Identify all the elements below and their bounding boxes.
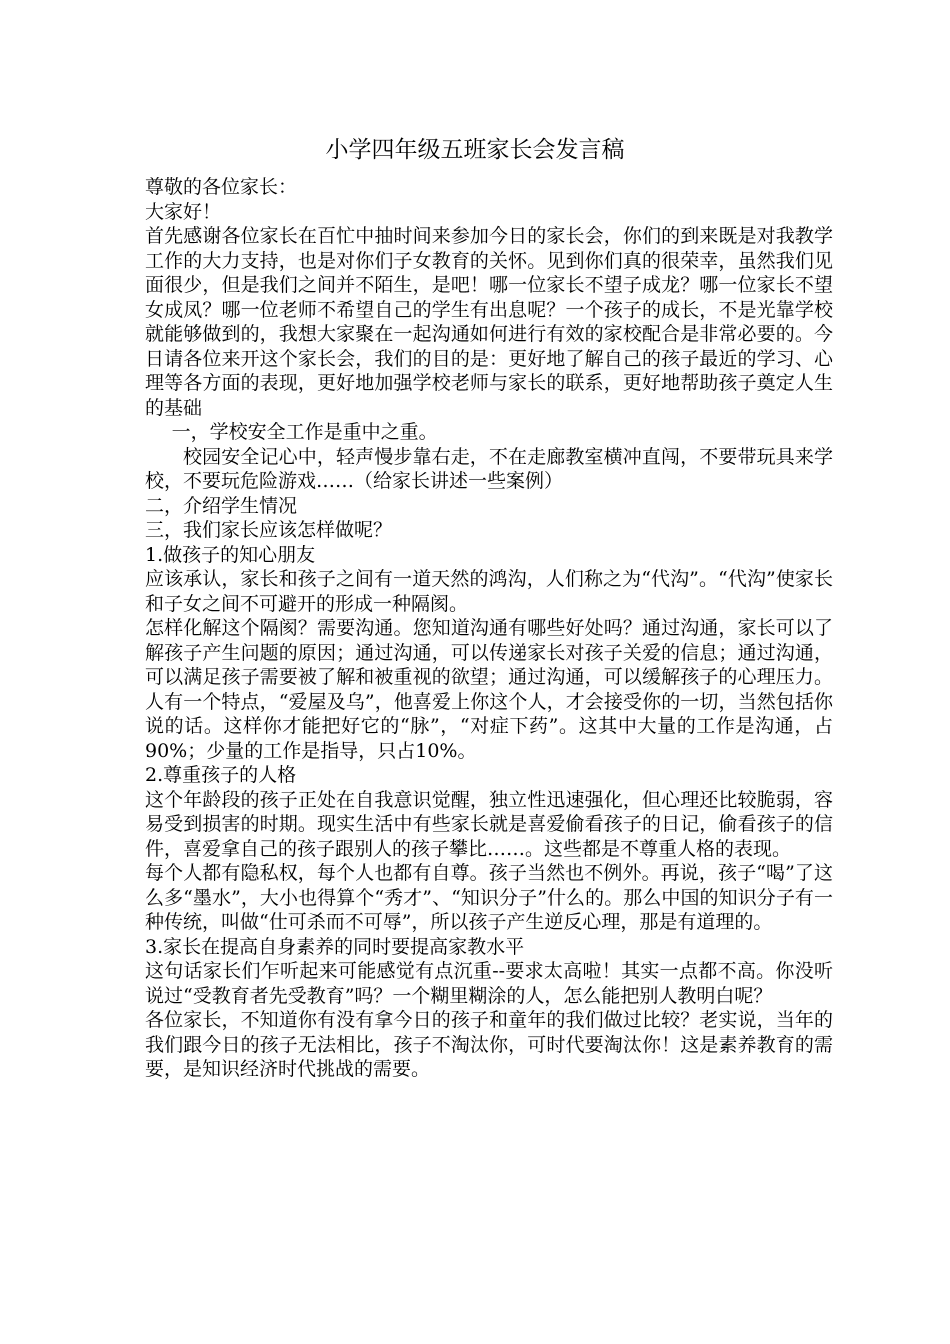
education-paragraph: 这句话家长们乍听起来可能感觉有点沉重--要求太高啦！其实一点都不高。你没听说过“受教育者先受教育”吗？一个糊里糊涂的人，怎么能把别人教明白呢？ <box>145 960 833 1007</box>
section-heading-safety: 一，学校安全工作是重中之重。 <box>171 421 438 443</box>
salutation-line: 大家好！ <box>145 200 222 223</box>
comparison-paragraph: 各位家长，不知道你有没有拿今日的孩子和童年的我们做过比较？老实说，当年的我们跟今日的孩子无法相比，孩子不淘汰你，可时代要淘汰你！这是素养教育的需要，是知识经济时代挑战的需要。 <box>145 1009 833 1080</box>
subheading-respect: 2.尊重孩子的人格 <box>145 764 297 786</box>
document-body <box>145 175 833 1082</box>
subheading-friend: 1.做孩子的知心朋友 <box>145 543 316 566</box>
section-heading-students: 二，介绍学生情况 <box>145 494 298 517</box>
communication-paragraph: 怎样化解这个隔阂？需要沟通。您知道沟通有哪些好处吗？通过沟通，家长可以了解孩子产生问题的原因；通过沟通，可以传递家长对孩子关爱的信息；通过沟通，可以满足孩子需要被了解和被重视的欲望；通过沟通，可以缓解孩子的心理压力。人有一个特点，“爱屋及乌”，他喜爱上你这个人，才会接受你的一切，当然包括你说的话。这样你才能把好它的“脉”，“对症下药”。这其中大量的工作是沟通，占90%；少量的工作是指导，只占10%。 <box>145 617 833 762</box>
intro-paragraph: 首先感谢各位家长在百忙中抽时间来参加今日的家长会，你们的到来既是对我教学工作的大力支持，也是对你们子女教育的关怀。见到你们真的很荣幸，虽然我们见面很少，但是我们之间并不陌生，是吧！哪一位家长不望子成龙？哪一位家长不望女成凤？哪一位老师不希望自己的学生有出息呢？一个孩子的成长，不是光靠学校就能够做到的，我想大家聚在一起沟通如何进行有效的家校配合是非常必要的。今日请各位来开这个家长会，我们的目的是：更好地了解自己的孩子最近的学习、心理等各方面的表现，更好地加强学校老师与家长的联系，更好地帮助孩子奠定人生的基础 <box>145 225 833 419</box>
section-heading-parents: 三，我们家长应该怎样做呢？ <box>145 519 393 541</box>
age-stage-paragraph: 这个年龄段的孩子正处在自我意识觉醒，独立性迅速强化，但心理还比较脆弱，容易受到损害的时期。现实生活中有些家长就是喜爱偷看孩子的日记，偷看孩子的信件，喜爱拿自己的孩子跟别人的孩子攀比……。这些都是不尊重人格的表现。 <box>145 788 833 860</box>
generation-gap-paragraph: 应该承认，家长和孩子之间有一道天然的鸿沟，人们称之为“代沟”。“代沟”使家长和子女之间不可避开的形成一种隔阂。 <box>145 568 833 615</box>
safety-paragraph: 校园安全记心中，轻声慢步靠右走，不在走廊教室横冲直闯，不要带玩具来学校，不要玩危险游戏……（给家长讲述一些案例） <box>145 445 833 492</box>
subheading-self-improvement: 3.家长在提高自身素养的同时要提高家教水平 <box>145 935 525 958</box>
privacy-paragraph: 每个人都有隐私权，每个人也都有自尊。孩子当然也不例外。再说，孩子“喝”了这么多“墨水”，大小也得算个“秀才”、“知识分子”什么的。那么中国的知识分子有一种传统，叫做“仕可杀而不可辱”，所以孩子产生逆反心理，那是有道理的。 <box>145 862 833 933</box>
document-title: 小学四年级五班家长会发言稿 <box>325 137 625 163</box>
greeting-line: 尊敬的各位家长： <box>145 176 298 198</box>
